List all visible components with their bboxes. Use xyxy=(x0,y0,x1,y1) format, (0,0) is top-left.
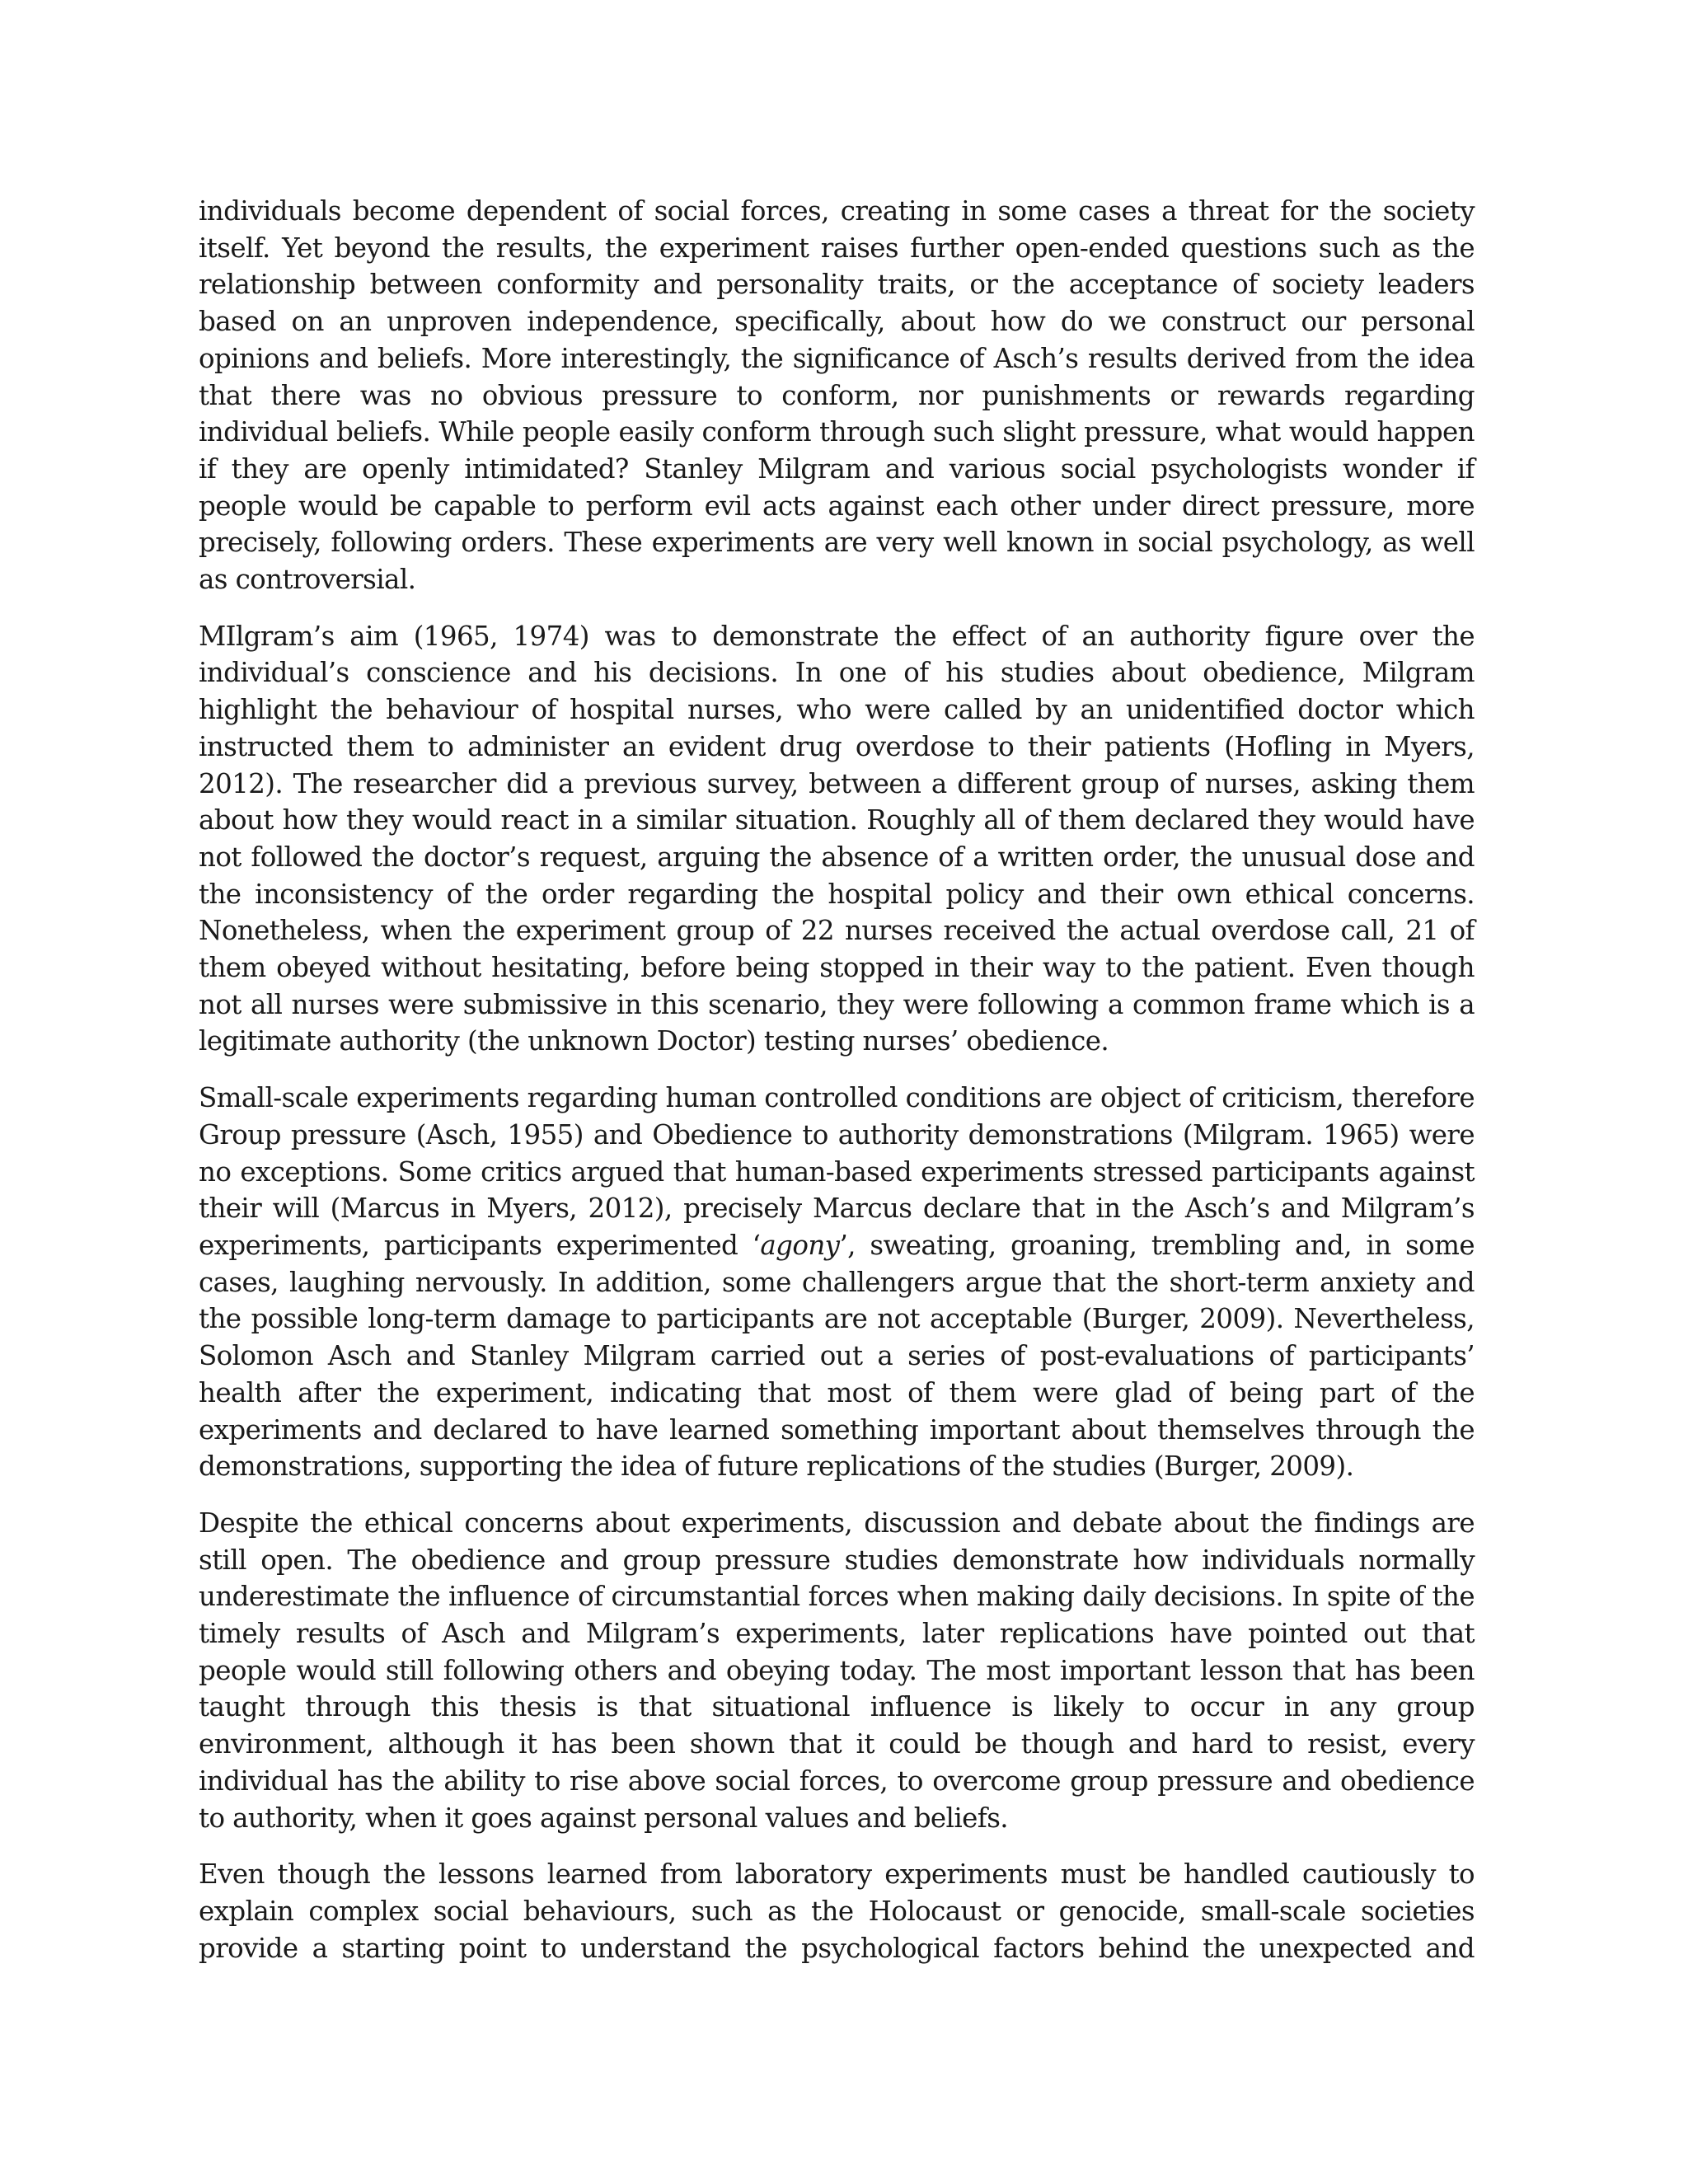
paragraph-5: Even though the lessons learned from laboratory experiments must be handled cautiously to explain complex social behaviours, such as the Holocaust or genocide, small-scale societies provide a starting point to understand the psychological factors behind the unexpected and xyxy=(199,1858,1475,1964)
emphasis-agony: agony xyxy=(760,1229,840,1261)
paragraph-3 xyxy=(199,1080,1475,1485)
body-text xyxy=(199,193,1475,1986)
paragraph-4: Despite the ethical concerns about experiments, discussion and debate about the findings are still open. The obedience and group pressure studies demonstrate how individuals normally underestimate the influence of circumstantial forces when making daily decisions. In spite of the timely results of Asch and Milgram’s experiments, later replications have pointed out that people would still following others and obeying today. The most important lesson that has been taught through this thesis is that situational influence is likely to occur in any group environment, although it has been shown that it could be though and hard to resist, every individual has the ability to rise above social forces, to overcome group pressure and obedience to authority, when it goes against personal values and beliefs. xyxy=(199,1507,1475,1834)
paragraph-3-text-before: Small-scale experiments regarding human controlled conditions are object of criticism, therefore Group pressure (Asch, 1955) and Obedience to authority demonstrations (Milgram. 1965) were no exceptions. Some critics argued that human-based experiments stressed participants against their will (Marcus in Myers, 2012), precisely Marcus declare that in the Asch’s and Milgram’s experiments, participants experimented ‘ xyxy=(199,1082,1475,1261)
paragraph-2: MIlgram’s aim (1965, 1974) was to demonstrate the effect of an authority figure over the individual’s conscience and his decisions. In one of his studies about obedience, Milgram highlight the behaviour of hospital nurses, who were called by an unidentified doctor which instructed them to administer an evident drug overdose to their patients (Hofling in Myers, 2012). The researcher did a previous survey, between a different group of nurses, asking them about how they would react in a similar situation. Roughly all of them declared they would have not followed the doctor’s request, arguing the absence of a written order, the unusual dose and the inconsistency of the order regarding the hospital policy and their own ethical concerns. Nonetheless, when the experiment group of 22 nurses received the actual overdose call, 21 of them obeyed without hesitating, before being stopped in their way to the patient. Even though not all nurses were submissive in this scenario, they were following a common frame which is a legitimate authority (the unknown Doctor) testing nurses’ obedience. xyxy=(199,620,1475,1057)
paragraph-3-text-after: ’, sweating, groaning, trembling and, in some cases, laughing nervously. In addition, some challengers argue that the short-term anxiety and the possible long-term damage to participants are not acceptable (Burger, 2009). Nevertheless, Solomon Asch and Stanley Milgram carried out a series of post-evaluations of participants’ health after the experiment, indicating that most of them were glad of being part of the experiments and declared to have learned something important about themselves through the demonstrations, supporting the idea of future replications of the studies (Burger, 2009). xyxy=(199,1229,1475,1483)
paragraph-1: individuals become dependent of social forces, creating in some cases a threat for the society itself. Yet beyond the results, the experiment raises further open-ended questions such as the relationship between conformity and personality traits, or the acceptance of society leaders based on an unproven independence, specifically, about how do we construct our personal opinions and beliefs. More interestingly, the significance of Asch’s results derived from the idea that there was no obvious pressure to conform, nor punishments or rewards regarding individual beliefs. While people easily conform through such slight pressure, what would happen if they are openly intimidated? Stanley Milgram and various social psychologists wonder if people would be capable to perform evil acts against each other under direct pressure, more precisely, following orders. These experiments are very well known in social psychology, as well as controversial. xyxy=(199,195,1475,596)
